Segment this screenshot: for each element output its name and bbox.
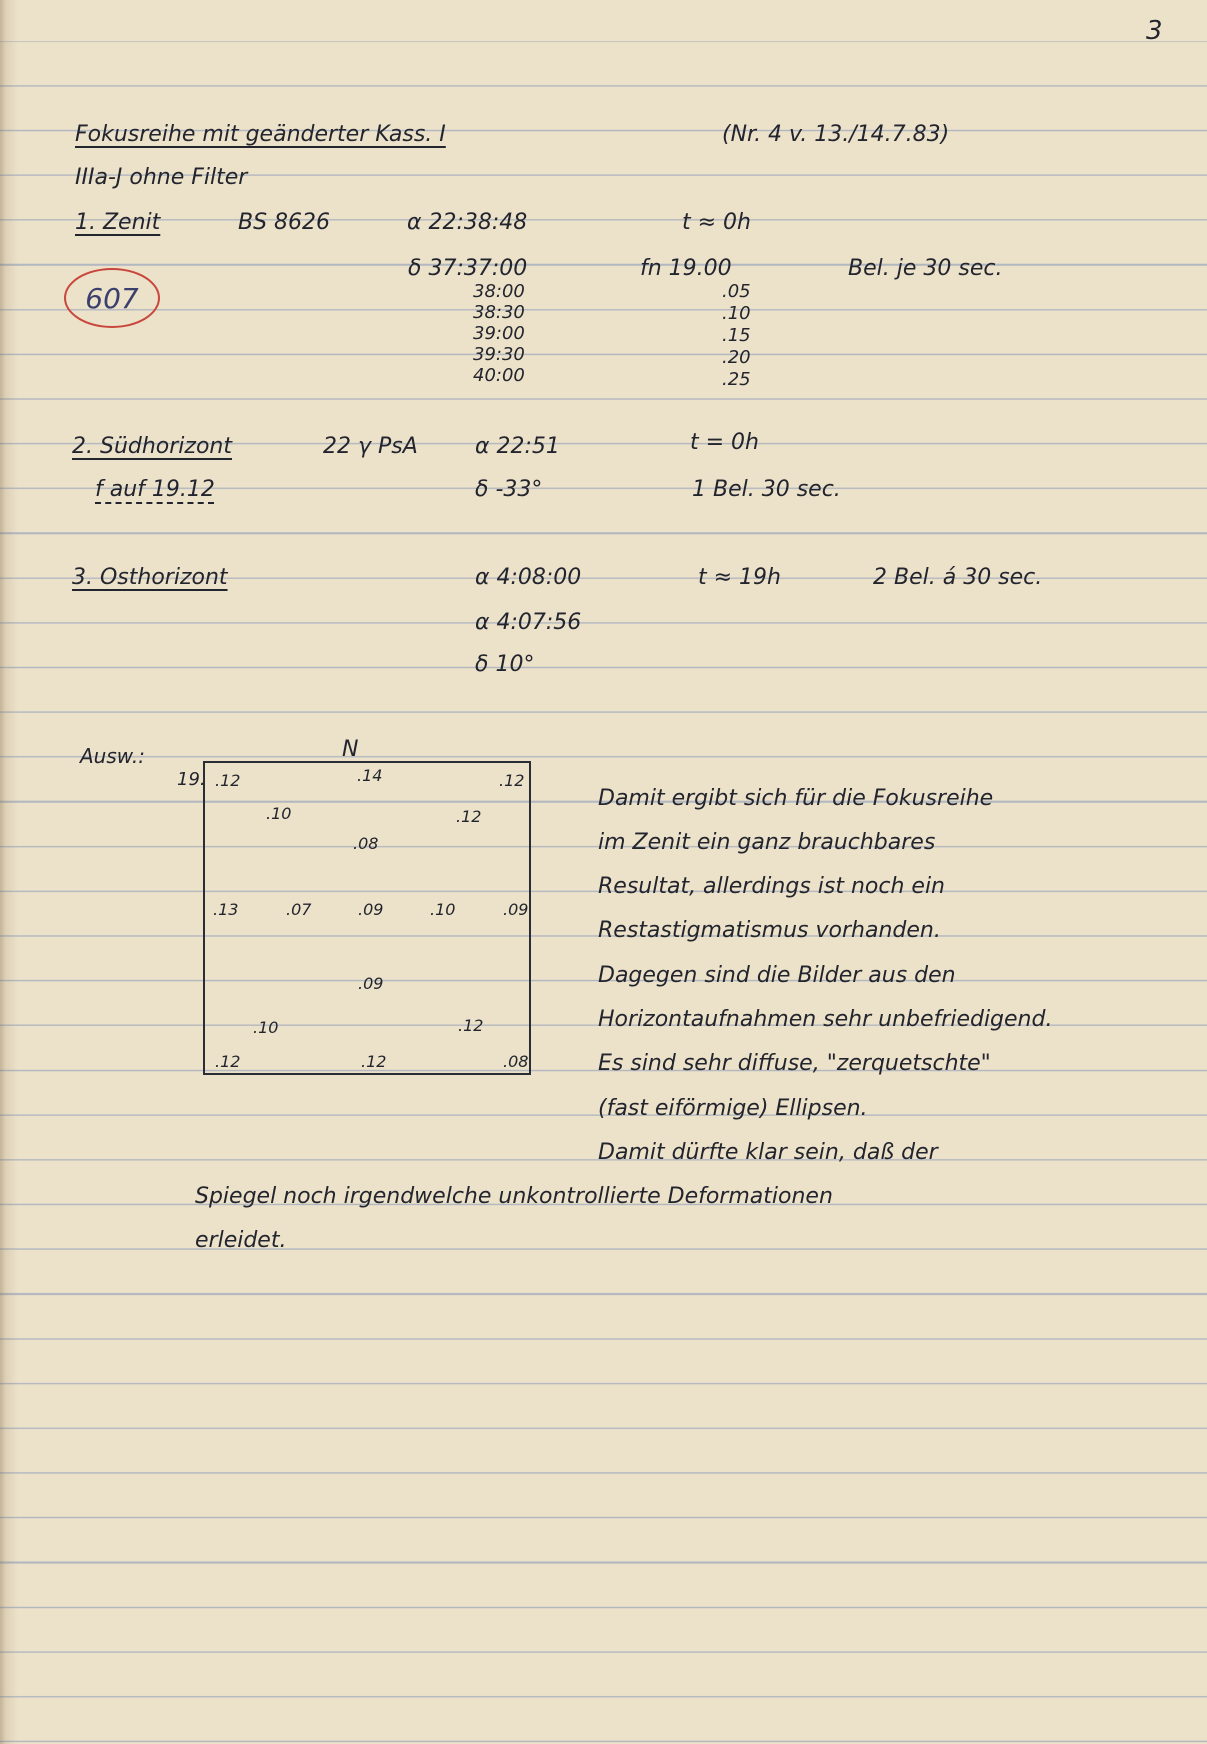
section2-exposure: 1 Bel. 30 sec.	[692, 477, 841, 502]
section3-time: t ≈ 19h	[698, 565, 781, 590]
section3-delta: δ 10°	[475, 652, 535, 677]
grid-value: .10	[253, 1018, 279, 1037]
title-reference: (Nr. 4 v. 13./14.7.83)	[722, 122, 950, 147]
section3-alpha1: α 4:08:00	[475, 565, 582, 590]
section2-delta: δ -33°	[475, 477, 543, 502]
section1-time: t ≈ 0h	[682, 210, 751, 235]
grid-value: .09	[503, 900, 529, 919]
section2-alpha: α 22:51	[475, 434, 560, 459]
section3-exposure: 2 Bel. á 30 sec.	[873, 565, 1043, 590]
note-line: Dagegen sind die Bilder aus den	[598, 963, 956, 988]
fn-value: .10	[722, 303, 751, 324]
grid-value: .12	[499, 771, 525, 790]
note-line: Resultat, allerdings ist noch ein	[598, 874, 946, 899]
section1-exposure: Bel. je 30 sec.	[848, 256, 1003, 281]
delta-value: 40:00	[473, 365, 525, 386]
delta-value: 38:00	[473, 281, 525, 302]
grid-value: .14	[357, 766, 383, 785]
note-line: Es sind sehr diffuse, "zerquetschte"	[598, 1051, 991, 1076]
evaluation-label: Ausw.:	[80, 744, 145, 768]
fn-value: .20	[722, 347, 751, 368]
grid-value: .12	[215, 1052, 241, 1071]
note-line: erleidet.	[195, 1228, 287, 1253]
grid-value: .07	[286, 900, 312, 919]
grid-value: .10	[266, 804, 292, 823]
note-line: Spiegel noch irgendwelche unkontrollierte Deformationen	[195, 1184, 833, 1209]
grid-value: .08	[503, 1052, 529, 1071]
section1-label: 1. Zenit	[75, 210, 161, 235]
grid-value: .08	[353, 834, 379, 853]
note-line: Horizontaufnahmen sehr unbefriedigend.	[598, 1007, 1053, 1032]
filter-line: IIIa-J ohne Filter	[75, 165, 248, 190]
note-line: Damit dürfte klar sein, daß der	[598, 1140, 938, 1165]
section3-alpha2: α 4:07:56	[475, 610, 582, 635]
delta-value: 39:30	[473, 344, 525, 365]
archive-number-stamp: 607	[64, 268, 160, 328]
fn-value: .25	[722, 369, 751, 390]
grid-value: .13	[213, 900, 239, 919]
section1-star: BS 8626	[238, 210, 331, 235]
section2-label: 2. Südhorizont	[72, 434, 232, 459]
grid-value: .09	[358, 900, 384, 919]
fn-value: .05	[722, 281, 751, 302]
note-line: im Zenit ein ganz brauchbares	[598, 830, 936, 855]
north-marker: N	[342, 737, 359, 762]
section1-fn-first: fn 19.00	[640, 256, 732, 281]
evaluation-grid	[203, 761, 531, 1075]
note-line: Restastigmatismus vorhanden.	[598, 918, 941, 943]
grid-value: .09	[358, 974, 384, 993]
fn-value: .15	[722, 325, 751, 346]
section1-delta-first: δ 37:37:00	[408, 256, 528, 281]
section2-time: t = 0h	[690, 430, 759, 455]
section1-alpha: α 22:38:48	[407, 210, 528, 235]
grid-value: .12	[361, 1052, 387, 1071]
note-line: (fast eiförmige) Ellipsen.	[598, 1096, 868, 1121]
note-line: Damit ergibt sich für die Fokusreihe	[598, 786, 994, 811]
section2-focus-note: f auf 19.12	[95, 477, 215, 502]
page-title: Fokusreihe mit geänderter Kass. I	[75, 122, 446, 147]
grid-value: .12	[456, 807, 482, 826]
delta-value: 38:30	[473, 302, 525, 323]
section3-label: 3. Osthorizont	[72, 565, 228, 590]
grid-value: .10	[430, 900, 456, 919]
delta-value: 39:00	[473, 323, 525, 344]
page-number: 3	[1146, 16, 1163, 46]
section2-star: 22 γ PsA	[323, 434, 418, 459]
evaluation-focus: 19.	[177, 769, 206, 790]
grid-value: .12	[458, 1016, 484, 1035]
grid-value: .12	[215, 771, 241, 790]
